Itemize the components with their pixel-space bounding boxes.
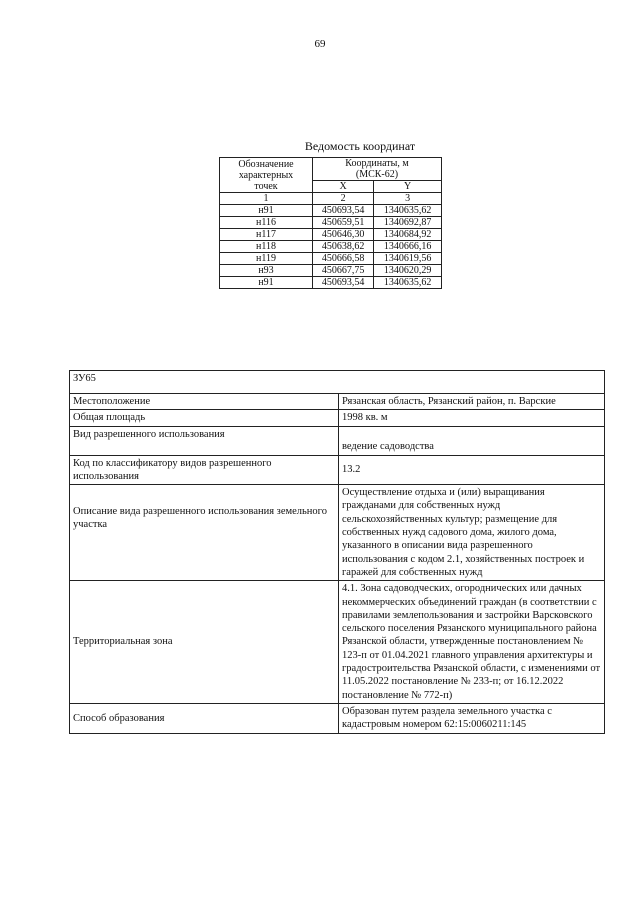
- use-row: [70, 426, 605, 455]
- method-row: [70, 703, 605, 733]
- method-value: Образован путем раздела земельного участка с кадастровым номером 62:15:0060211:145: [339, 703, 605, 733]
- plot-id: ЗУ65: [70, 371, 605, 394]
- location-row: [70, 394, 605, 410]
- point-column-header: Обозначение характерных точек: [220, 158, 313, 193]
- area-row: [70, 410, 605, 426]
- table-row: н119 450666,58 1340619,56: [220, 253, 442, 265]
- column-numbers-row: 1 2 3: [220, 193, 442, 205]
- description-value: Осуществление отдыха и (или) выращивания гражданами для собственных нужд сельскохозяйственных культур; размещение для собственных нужд садового дома, жилого дома, указанного в описании вида разрешенного использования с кодом 2.1, хозяйственных построек и гаражей для собственных нужд: [339, 485, 605, 581]
- plot-id-row: [70, 371, 605, 394]
- zone-row: [70, 581, 605, 704]
- table-row: н116 450659,51 1340692,87: [220, 217, 442, 229]
- description-row: [70, 485, 605, 581]
- location-label: Местоположение: [70, 394, 339, 410]
- location-value: Рязанская область, Рязанский район, п. Варские: [339, 394, 605, 410]
- use-label: Вид разрешенного использования: [70, 426, 339, 455]
- code-label: Код по классификатору видов разрешенного использования: [70, 455, 339, 485]
- table-row: н91 450693,54 1340635,62: [220, 205, 442, 217]
- coordinates-title: Ведомость координат: [304, 139, 416, 153]
- area-value: 1998 кв. м: [339, 410, 605, 426]
- code-row: [70, 455, 605, 485]
- table-row: н117 450646,30 1340684,92: [220, 229, 442, 241]
- area-label: Общая площадь: [70, 410, 339, 426]
- x-header: X: [313, 181, 374, 193]
- coordinates-table: [219, 157, 442, 289]
- use-value: ведение садоводства: [339, 426, 605, 455]
- table-row: н93 450667,75 1340620,29: [220, 265, 442, 277]
- code-value: 13.2: [339, 455, 605, 485]
- description-label: Описание вида разрешенного использования земельного участка: [70, 485, 339, 581]
- zone-value: 4.1. Зона садоводческих, огороднических или дачных некоммерческих объединений граждан (в соответствии с правилами землепользования и застройки Варсковского сельского поселения Рязанского муниципального района Рязанской области, утвержденные постановлением № 123-п от 01.04.2021 главного управления архитектуры и градостроительства Рязанской области, с изменениями от 11.05.2022 постановление № 233-п; от 16.12.2022 постановление № 772-п): [339, 581, 605, 704]
- coords-column-header: Координаты, м (МСК-62): [313, 158, 442, 181]
- zone-label: Территориальная зона: [70, 581, 339, 704]
- method-label: Способ образования: [70, 703, 339, 733]
- table-row: н91 450693,54 1340635,62: [220, 277, 442, 289]
- page-number: 69: [314, 38, 326, 50]
- coordinates-header-row: [220, 158, 442, 181]
- y-header: Y: [374, 181, 442, 193]
- table-row: н118 450638,62 1340666,16: [220, 241, 442, 253]
- plot-info-table: [69, 370, 605, 734]
